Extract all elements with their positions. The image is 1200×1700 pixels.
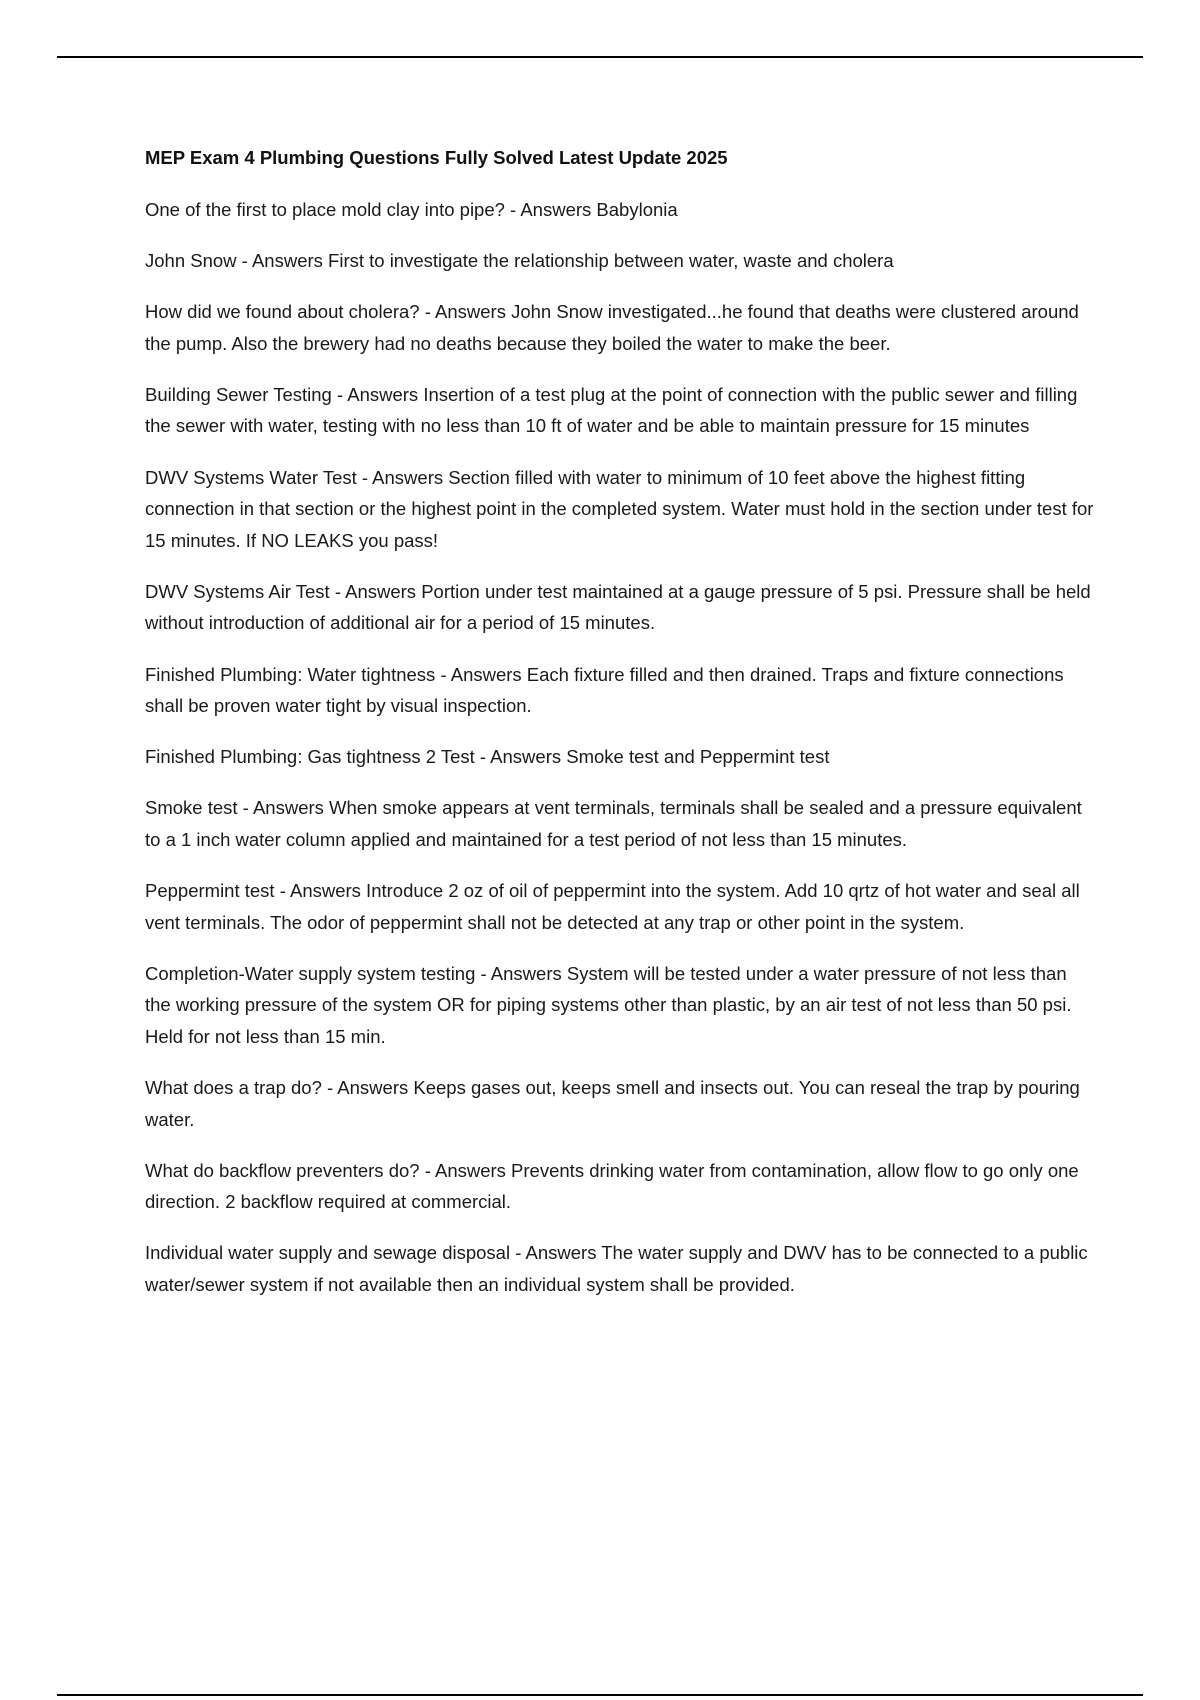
- qa-entry: John Snow - Answers First to investigate the relationship between water, waste and cholera: [145, 250, 894, 272]
- document-title: MEP Exam 4 Plumbing Questions Fully Solved Latest Update 2025: [145, 147, 728, 168]
- qa-entry: What does a trap do? - Answers Keeps gases out, keeps smell and insects out. You can reseal the trap by pouring water.: [145, 1076, 1080, 1130]
- document-body: [145, 145, 1097, 1320]
- qa-entry: One of the first to place mold clay into pipe? - Answers Babylonia: [145, 199, 678, 220]
- qa-entry: Finished Plumbing: Water tightness - Answers Each fixture filled and then drained. Traps and fixture connections shall be proven water tight by visual inspection.: [145, 663, 1064, 717]
- footer-rule: [57, 1694, 1143, 1696]
- qa-entry: DWV Systems Water Test - Answers Section filled with water to minimum of 10 feet above the highest fitting connection in that section or the highest point in the completed system. Water must hold in the section under test for 15 minutes. If NO LEAKS you pass!: [145, 466, 1094, 551]
- qa-entry: Peppermint test - Answers Introduce 2 oz of oil of peppermint into the system. Add 10 qrtz of hot water and seal all vent terminals. The odor of peppermint shall not be detected at any trap or other point in the system.: [145, 880, 1080, 933]
- qa-entry: Individual water supply and sewage disposal - Answers The water supply and DWV has to be connected to a public water/sewer system if not available then an individual system shall be provided.: [145, 1242, 1088, 1295]
- qa-entry: Smoke test - Answers When smoke appears at vent terminals, terminals shall be sealed and a pressure equivalent to a 1 inch water column applied and maintained for a test period of not less than 15 minutes.: [145, 797, 1082, 850]
- qa-entry: What do backflow preventers do? - Answers Prevents drinking water from contamination, allow flow to go only one direction. 2 backflow required at commercial.: [145, 1159, 1079, 1213]
- qa-entry: How did we found about cholera? - Answers John Snow investigated...he found that deaths were clustered around the pump. Also the brewery had no deaths because they boiled the water to make the beer.: [145, 301, 1079, 354]
- qa-entry: Completion-Water supply system testing - Answers System will be tested under a water pressure of not less than the working pressure of the system OR for piping systems other than plastic, by an air test of not less than 50 psi. Held for not less than 15 min.: [145, 962, 1072, 1047]
- qa-entry: DWV Systems Air Test - Answers Portion under test maintained at a gauge pressure of 5 psi. Pressure shall be held without introduction of additional air for a period of 15 minutes.: [145, 580, 1091, 634]
- header-rule: [57, 56, 1143, 58]
- qa-entry: Finished Plumbing: Gas tightness 2 Test - Answers Smoke test and Peppermint test: [145, 746, 830, 768]
- qa-entry: Building Sewer Testing - Answers Insertion of a test plug at the point of connection with the public sewer and filling the sewer with water, testing with no less than 10 ft of water and be able to maintain pressure for 15 minutes: [145, 383, 1078, 437]
